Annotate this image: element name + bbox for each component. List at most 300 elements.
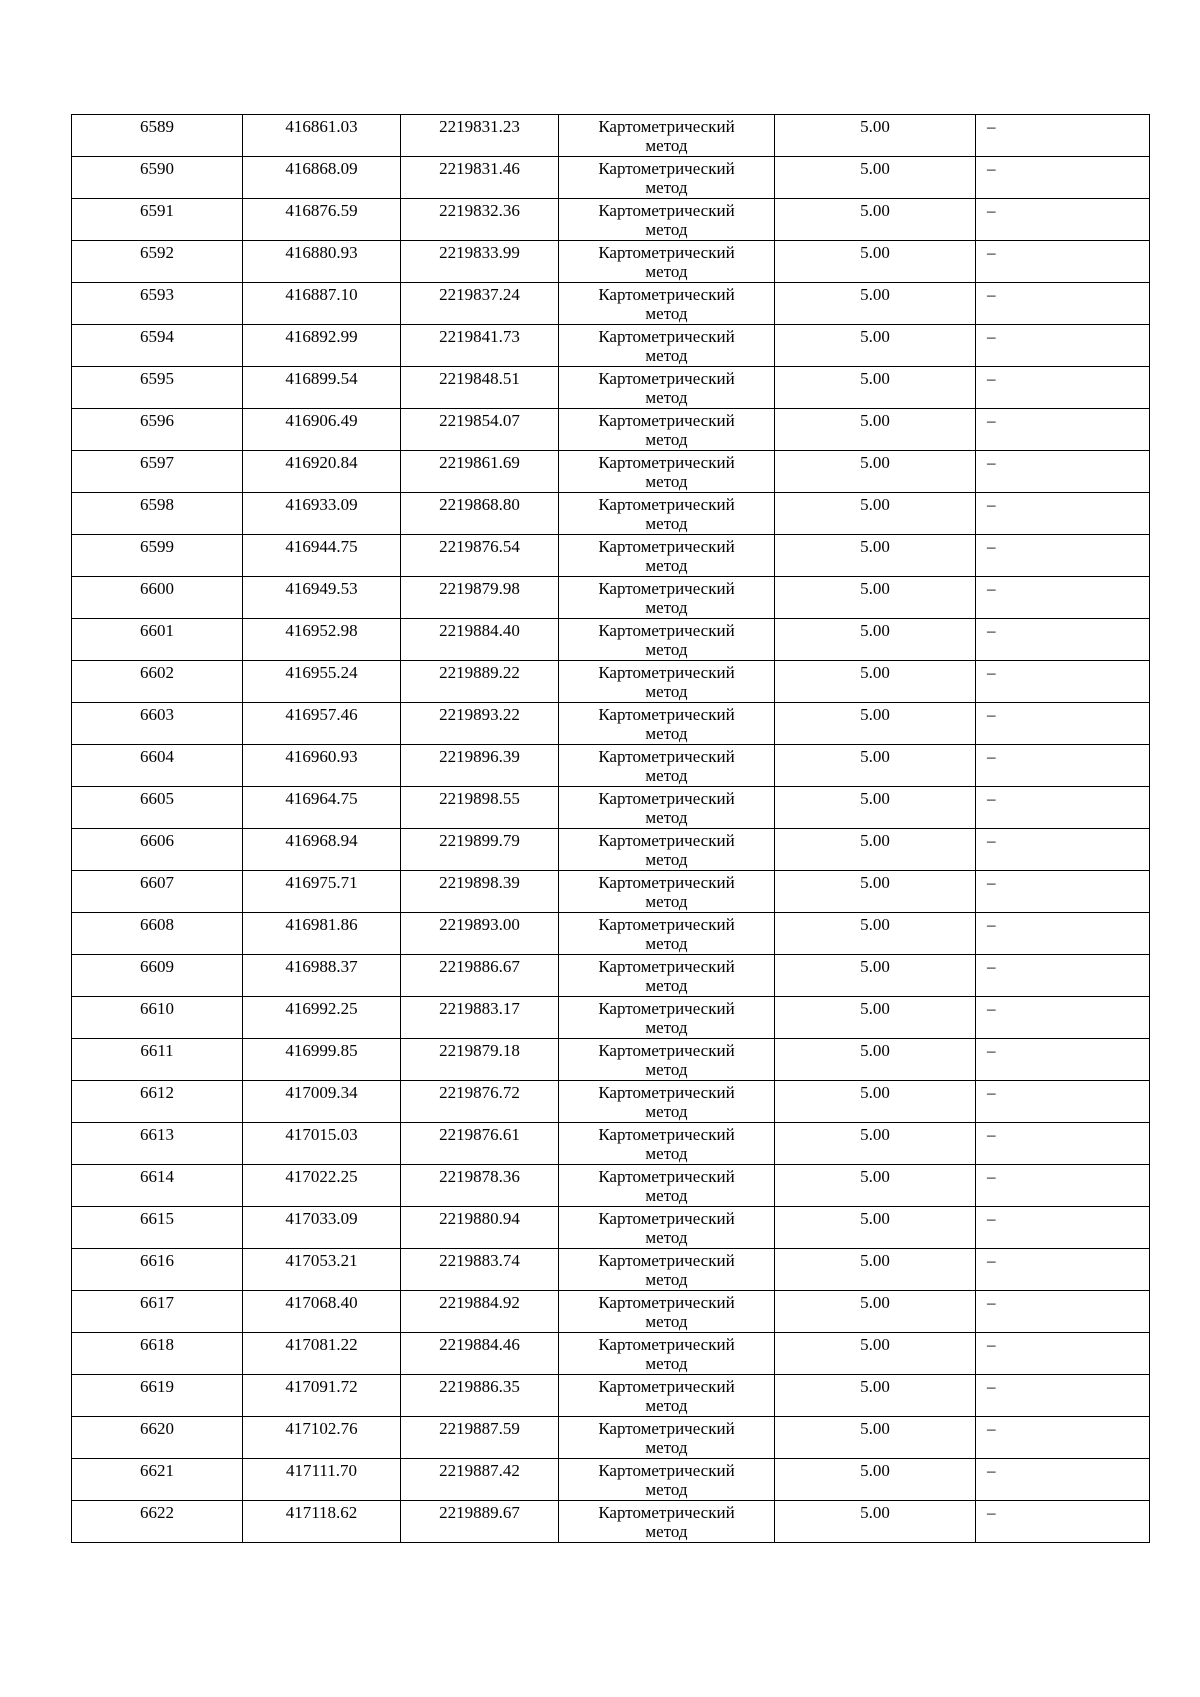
y-coordinate-cell bbox=[401, 871, 559, 913]
method-cell bbox=[559, 535, 775, 577]
note-text: – bbox=[987, 663, 996, 682]
table-row bbox=[72, 661, 1150, 703]
x-coordinate-cell bbox=[243, 745, 401, 787]
accuracy-text: 5.00 bbox=[860, 201, 890, 220]
y-coordinate-text: 2219841.73 bbox=[439, 327, 520, 346]
x-coordinate-text: 416964.75 bbox=[285, 789, 358, 808]
method-cell bbox=[559, 1123, 775, 1165]
accuracy-text: 5.00 bbox=[860, 1167, 890, 1186]
note-text: – bbox=[987, 1461, 996, 1480]
point-number-text: 6614 bbox=[140, 1167, 174, 1186]
method-text bbox=[559, 745, 774, 785]
accuracy-text: 5.00 bbox=[860, 117, 890, 136]
method-line-2: метод bbox=[645, 1144, 688, 1163]
accuracy-cell bbox=[775, 829, 976, 871]
accuracy-cell bbox=[775, 1207, 976, 1249]
accuracy-text: 5.00 bbox=[860, 705, 890, 724]
method-cell bbox=[559, 1081, 775, 1123]
method-line-2: метод bbox=[645, 1186, 688, 1205]
note-text: – bbox=[987, 1419, 996, 1438]
method-text bbox=[559, 157, 774, 197]
accuracy-text: 5.00 bbox=[860, 1041, 890, 1060]
point-number-cell bbox=[72, 913, 243, 955]
point-number-cell bbox=[72, 661, 243, 703]
x-coordinate-text: 416949.53 bbox=[285, 579, 358, 598]
x-coordinate-cell bbox=[243, 1375, 401, 1417]
point-number-cell bbox=[72, 577, 243, 619]
point-number-cell bbox=[72, 241, 243, 283]
method-line-1: Картометрический bbox=[598, 1461, 735, 1480]
accuracy-text: 5.00 bbox=[860, 537, 890, 556]
table-row bbox=[72, 745, 1150, 787]
accuracy-cell bbox=[775, 619, 976, 661]
point-number-cell bbox=[72, 1165, 243, 1207]
method-text bbox=[559, 451, 774, 491]
point-number-text: 6608 bbox=[140, 915, 174, 934]
x-coordinate-text: 416861.03 bbox=[285, 117, 358, 136]
y-coordinate-text: 2219868.80 bbox=[439, 495, 520, 514]
y-coordinate-text: 2219893.22 bbox=[439, 705, 520, 724]
x-coordinate-text: 417015.03 bbox=[285, 1125, 358, 1144]
y-coordinate-cell bbox=[401, 829, 559, 871]
method-line-2: метод bbox=[645, 1102, 688, 1121]
table-row bbox=[72, 115, 1150, 157]
x-coordinate-cell bbox=[243, 661, 401, 703]
point-number-cell bbox=[72, 871, 243, 913]
note-cell bbox=[976, 913, 1150, 955]
x-coordinate-text: 416868.09 bbox=[285, 159, 358, 178]
method-line-1: Картометрический bbox=[598, 1293, 735, 1312]
table-row bbox=[72, 703, 1150, 745]
accuracy-text: 5.00 bbox=[860, 873, 890, 892]
method-text bbox=[559, 871, 774, 911]
accuracy-cell bbox=[775, 1459, 976, 1501]
x-coordinate-text: 416952.98 bbox=[285, 621, 358, 640]
method-line-2: метод bbox=[645, 1522, 688, 1541]
y-coordinate-cell bbox=[401, 115, 559, 157]
note-cell bbox=[976, 283, 1150, 325]
note-cell bbox=[976, 535, 1150, 577]
accuracy-text: 5.00 bbox=[860, 957, 890, 976]
accuracy-text: 5.00 bbox=[860, 1209, 890, 1228]
method-line-2: метод bbox=[645, 346, 688, 365]
method-text bbox=[559, 1039, 774, 1079]
note-text: – bbox=[987, 1125, 996, 1144]
method-line-2: метод bbox=[645, 934, 688, 953]
y-coordinate-text: 2219848.51 bbox=[439, 369, 520, 388]
note-cell bbox=[976, 325, 1150, 367]
note-text: – bbox=[987, 999, 996, 1018]
accuracy-cell bbox=[775, 283, 976, 325]
point-number-cell bbox=[72, 829, 243, 871]
note-cell bbox=[976, 1375, 1150, 1417]
method-cell bbox=[559, 1333, 775, 1375]
x-coordinate-text: 416992.25 bbox=[285, 999, 358, 1018]
method-text bbox=[559, 409, 774, 449]
method-line-1: Картометрический bbox=[598, 411, 735, 430]
x-coordinate-cell bbox=[243, 577, 401, 619]
method-line-2: метод bbox=[645, 1354, 688, 1373]
method-text bbox=[559, 661, 774, 701]
table-row bbox=[72, 997, 1150, 1039]
point-number-text: 6597 bbox=[140, 453, 174, 472]
method-text bbox=[559, 115, 774, 155]
method-line-2: метод bbox=[645, 766, 688, 785]
y-coordinate-cell bbox=[401, 1375, 559, 1417]
y-coordinate-text: 2219880.94 bbox=[439, 1209, 520, 1228]
note-cell bbox=[976, 115, 1150, 157]
x-coordinate-text: 417053.21 bbox=[285, 1251, 358, 1270]
method-line-1: Картометрический bbox=[598, 1377, 735, 1396]
note-text: – bbox=[987, 1209, 996, 1228]
point-number-cell bbox=[72, 997, 243, 1039]
y-coordinate-cell bbox=[401, 661, 559, 703]
table-row bbox=[72, 1249, 1150, 1291]
y-coordinate-text: 2219861.69 bbox=[439, 453, 520, 472]
x-coordinate-text: 416920.84 bbox=[285, 453, 358, 472]
accuracy-cell bbox=[775, 325, 976, 367]
method-text bbox=[559, 1459, 774, 1499]
method-line-1: Картометрический bbox=[598, 831, 735, 850]
method-line-1: Картометрический bbox=[598, 957, 735, 976]
method-line-2: метод bbox=[645, 850, 688, 869]
table-row bbox=[72, 1291, 1150, 1333]
note-cell bbox=[976, 1207, 1150, 1249]
method-line-1: Картометрический bbox=[598, 537, 735, 556]
note-text: – bbox=[987, 285, 996, 304]
method-line-2: метод bbox=[645, 1312, 688, 1331]
note-cell bbox=[976, 1291, 1150, 1333]
y-coordinate-text: 2219883.17 bbox=[439, 999, 520, 1018]
point-number-cell bbox=[72, 1375, 243, 1417]
table-row bbox=[72, 1207, 1150, 1249]
note-text: – bbox=[987, 1167, 996, 1186]
method-line-2: метод bbox=[645, 1480, 688, 1499]
method-cell bbox=[559, 493, 775, 535]
method-text bbox=[559, 367, 774, 407]
x-coordinate-text: 416880.93 bbox=[285, 243, 358, 262]
y-coordinate-text: 2219876.61 bbox=[439, 1125, 520, 1144]
method-text bbox=[559, 955, 774, 995]
table-row bbox=[72, 1165, 1150, 1207]
note-text: – bbox=[987, 537, 996, 556]
accuracy-cell bbox=[775, 1417, 976, 1459]
accuracy-cell bbox=[775, 661, 976, 703]
point-number-text: 6594 bbox=[140, 327, 174, 346]
method-line-2: метод bbox=[645, 598, 688, 617]
y-coordinate-text: 2219884.92 bbox=[439, 1293, 520, 1312]
method-line-1: Картометрический bbox=[598, 705, 735, 724]
accuracy-cell bbox=[775, 997, 976, 1039]
method-text bbox=[559, 241, 774, 281]
x-coordinate-cell bbox=[243, 1291, 401, 1333]
method-line-1: Картометрический bbox=[598, 747, 735, 766]
method-cell bbox=[559, 871, 775, 913]
x-coordinate-text: 416988.37 bbox=[285, 957, 358, 976]
method-cell bbox=[559, 703, 775, 745]
note-text: – bbox=[987, 201, 996, 220]
y-coordinate-cell bbox=[401, 955, 559, 997]
accuracy-cell bbox=[775, 451, 976, 493]
method-text bbox=[559, 1375, 774, 1415]
y-coordinate-text: 2219896.39 bbox=[439, 747, 520, 766]
table-row bbox=[72, 283, 1150, 325]
x-coordinate-text: 416957.46 bbox=[285, 705, 358, 724]
y-coordinate-text: 2219899.79 bbox=[439, 831, 520, 850]
y-coordinate-cell bbox=[401, 997, 559, 1039]
x-coordinate-text: 416960.93 bbox=[285, 747, 358, 766]
point-number-cell bbox=[72, 1039, 243, 1081]
method-line-2: метод bbox=[645, 430, 688, 449]
method-text bbox=[559, 1081, 774, 1121]
method-text bbox=[559, 1501, 774, 1541]
point-number-cell bbox=[72, 1501, 243, 1543]
accuracy-cell bbox=[775, 955, 976, 997]
table-row bbox=[72, 1039, 1150, 1081]
x-coordinate-cell bbox=[243, 1207, 401, 1249]
point-number-text: 6613 bbox=[140, 1125, 174, 1144]
method-line-2: метод bbox=[645, 724, 688, 743]
x-coordinate-cell bbox=[243, 703, 401, 745]
note-text: – bbox=[987, 1503, 996, 1522]
accuracy-text: 5.00 bbox=[860, 1083, 890, 1102]
method-line-2: метод bbox=[645, 892, 688, 911]
method-line-2: метод bbox=[645, 472, 688, 491]
y-coordinate-cell bbox=[401, 451, 559, 493]
y-coordinate-text: 2219878.36 bbox=[439, 1167, 520, 1186]
x-coordinate-cell bbox=[243, 157, 401, 199]
y-coordinate-cell bbox=[401, 199, 559, 241]
table-row bbox=[72, 619, 1150, 661]
y-coordinate-cell bbox=[401, 1291, 559, 1333]
method-cell bbox=[559, 787, 775, 829]
coordinates-table bbox=[71, 114, 1150, 1543]
coordinates-table-body bbox=[72, 115, 1150, 1543]
point-number-cell bbox=[72, 157, 243, 199]
method-text bbox=[559, 493, 774, 533]
note-text: – bbox=[987, 159, 996, 178]
accuracy-text: 5.00 bbox=[860, 831, 890, 850]
x-coordinate-cell bbox=[243, 1081, 401, 1123]
table-row bbox=[72, 367, 1150, 409]
note-text: – bbox=[987, 1041, 996, 1060]
method-line-1: Картометрический bbox=[598, 1503, 735, 1522]
method-line-1: Картометрический bbox=[598, 1041, 735, 1060]
table-row bbox=[72, 409, 1150, 451]
y-coordinate-text: 2219876.54 bbox=[439, 537, 520, 556]
method-line-1: Картометрический bbox=[598, 201, 735, 220]
note-cell bbox=[976, 787, 1150, 829]
table-row bbox=[72, 787, 1150, 829]
method-line-1: Картометрический bbox=[598, 621, 735, 640]
method-line-1: Картометрический bbox=[598, 1167, 735, 1186]
note-cell bbox=[976, 703, 1150, 745]
x-coordinate-cell bbox=[243, 787, 401, 829]
point-number-text: 6619 bbox=[140, 1377, 174, 1396]
note-cell bbox=[976, 1501, 1150, 1543]
method-line-2: метод bbox=[645, 388, 688, 407]
note-text: – bbox=[987, 1293, 996, 1312]
accuracy-text: 5.00 bbox=[860, 411, 890, 430]
point-number-text: 6604 bbox=[140, 747, 174, 766]
method-cell bbox=[559, 241, 775, 283]
accuracy-cell bbox=[775, 1249, 976, 1291]
note-cell bbox=[976, 829, 1150, 871]
point-number-text: 6618 bbox=[140, 1335, 174, 1354]
accuracy-text: 5.00 bbox=[860, 1251, 890, 1270]
y-coordinate-cell bbox=[401, 1123, 559, 1165]
accuracy-cell bbox=[775, 1375, 976, 1417]
accuracy-text: 5.00 bbox=[860, 243, 890, 262]
point-number-cell bbox=[72, 535, 243, 577]
x-coordinate-cell bbox=[243, 241, 401, 283]
x-coordinate-cell bbox=[243, 409, 401, 451]
point-number-text: 6602 bbox=[140, 663, 174, 682]
method-text bbox=[559, 1165, 774, 1205]
method-cell bbox=[559, 745, 775, 787]
accuracy-cell bbox=[775, 199, 976, 241]
accuracy-cell bbox=[775, 913, 976, 955]
point-number-text: 6611 bbox=[140, 1041, 174, 1060]
x-coordinate-text: 416968.94 bbox=[285, 831, 358, 850]
method-cell bbox=[559, 661, 775, 703]
point-number-text: 6591 bbox=[140, 201, 174, 220]
table-row bbox=[72, 493, 1150, 535]
method-line-1: Картометрический bbox=[598, 663, 735, 682]
accuracy-text: 5.00 bbox=[860, 1419, 890, 1438]
y-coordinate-cell bbox=[401, 535, 559, 577]
table-row bbox=[72, 535, 1150, 577]
method-text bbox=[559, 829, 774, 869]
method-line-1: Картометрический bbox=[598, 1419, 735, 1438]
x-coordinate-text: 417068.40 bbox=[285, 1293, 358, 1312]
method-cell bbox=[559, 955, 775, 997]
accuracy-text: 5.00 bbox=[860, 789, 890, 808]
method-line-2: метод bbox=[645, 556, 688, 575]
point-number-text: 6603 bbox=[140, 705, 174, 724]
point-number-cell bbox=[72, 409, 243, 451]
y-coordinate-text: 2219832.36 bbox=[439, 201, 520, 220]
method-line-1: Картометрический bbox=[598, 1083, 735, 1102]
note-cell bbox=[976, 451, 1150, 493]
y-coordinate-cell bbox=[401, 703, 559, 745]
method-text bbox=[559, 325, 774, 365]
accuracy-text: 5.00 bbox=[860, 1335, 890, 1354]
table-row bbox=[72, 1081, 1150, 1123]
accuracy-text: 5.00 bbox=[860, 159, 890, 178]
method-line-2: метод bbox=[645, 808, 688, 827]
method-text bbox=[559, 619, 774, 659]
accuracy-text: 5.00 bbox=[860, 285, 890, 304]
point-number-text: 6593 bbox=[140, 285, 174, 304]
y-coordinate-text: 2219876.72 bbox=[439, 1083, 520, 1102]
method-line-1: Картометрический bbox=[598, 789, 735, 808]
method-text bbox=[559, 1291, 774, 1331]
y-coordinate-cell bbox=[401, 283, 559, 325]
note-text: – bbox=[987, 747, 996, 766]
accuracy-cell bbox=[775, 745, 976, 787]
method-line-2: метод bbox=[645, 1018, 688, 1037]
note-text: – bbox=[987, 705, 996, 724]
table-row bbox=[72, 1375, 1150, 1417]
point-number-text: 6612 bbox=[140, 1083, 174, 1102]
note-cell bbox=[976, 199, 1150, 241]
x-coordinate-text: 416981.86 bbox=[285, 915, 358, 934]
table-row bbox=[72, 1459, 1150, 1501]
y-coordinate-text: 2219886.67 bbox=[439, 957, 520, 976]
y-coordinate-cell bbox=[401, 157, 559, 199]
point-number-cell bbox=[72, 1291, 243, 1333]
y-coordinate-cell bbox=[401, 913, 559, 955]
x-coordinate-text: 417033.09 bbox=[285, 1209, 358, 1228]
table-row bbox=[72, 1123, 1150, 1165]
accuracy-text: 5.00 bbox=[860, 1503, 890, 1522]
y-coordinate-text: 2219884.46 bbox=[439, 1335, 520, 1354]
point-number-cell bbox=[72, 1459, 243, 1501]
method-cell bbox=[559, 1375, 775, 1417]
accuracy-cell bbox=[775, 535, 976, 577]
x-coordinate-cell bbox=[243, 619, 401, 661]
x-coordinate-text: 416887.10 bbox=[285, 285, 358, 304]
method-cell bbox=[559, 1165, 775, 1207]
method-line-2: метод bbox=[645, 178, 688, 197]
method-line-2: метод bbox=[645, 262, 688, 281]
y-coordinate-text: 2219879.98 bbox=[439, 579, 520, 598]
x-coordinate-cell bbox=[243, 871, 401, 913]
note-text: – bbox=[987, 117, 996, 136]
method-line-1: Картометрический bbox=[598, 579, 735, 598]
point-number-cell bbox=[72, 703, 243, 745]
note-cell bbox=[976, 367, 1150, 409]
point-number-cell bbox=[72, 787, 243, 829]
method-line-2: метод bbox=[645, 136, 688, 155]
method-line-2: метод bbox=[645, 1060, 688, 1079]
table-row bbox=[72, 241, 1150, 283]
method-text bbox=[559, 1333, 774, 1373]
y-coordinate-text: 2219889.67 bbox=[439, 1503, 520, 1522]
method-text bbox=[559, 787, 774, 827]
x-coordinate-cell bbox=[243, 1333, 401, 1375]
method-line-1: Картометрический bbox=[598, 915, 735, 934]
note-text: – bbox=[987, 915, 996, 934]
point-number-text: 6599 bbox=[140, 537, 174, 556]
y-coordinate-cell bbox=[401, 1081, 559, 1123]
note-cell bbox=[976, 1333, 1150, 1375]
accuracy-text: 5.00 bbox=[860, 663, 890, 682]
table-row bbox=[72, 871, 1150, 913]
note-cell bbox=[976, 1081, 1150, 1123]
note-text: – bbox=[987, 495, 996, 514]
accuracy-cell bbox=[775, 1081, 976, 1123]
y-coordinate-cell bbox=[401, 1249, 559, 1291]
point-number-cell bbox=[72, 325, 243, 367]
x-coordinate-cell bbox=[243, 451, 401, 493]
x-coordinate-text: 416892.99 bbox=[285, 327, 358, 346]
method-line-2: метод bbox=[645, 640, 688, 659]
note-text: – bbox=[987, 957, 996, 976]
point-number-text: 6606 bbox=[140, 831, 174, 850]
method-text bbox=[559, 535, 774, 575]
note-cell bbox=[976, 871, 1150, 913]
method-cell bbox=[559, 1501, 775, 1543]
point-number-cell bbox=[72, 1123, 243, 1165]
note-text: – bbox=[987, 1251, 996, 1270]
table-row bbox=[72, 577, 1150, 619]
method-cell bbox=[559, 619, 775, 661]
x-coordinate-cell bbox=[243, 325, 401, 367]
point-number-text: 6600 bbox=[140, 579, 174, 598]
point-number-text: 6595 bbox=[140, 369, 174, 388]
